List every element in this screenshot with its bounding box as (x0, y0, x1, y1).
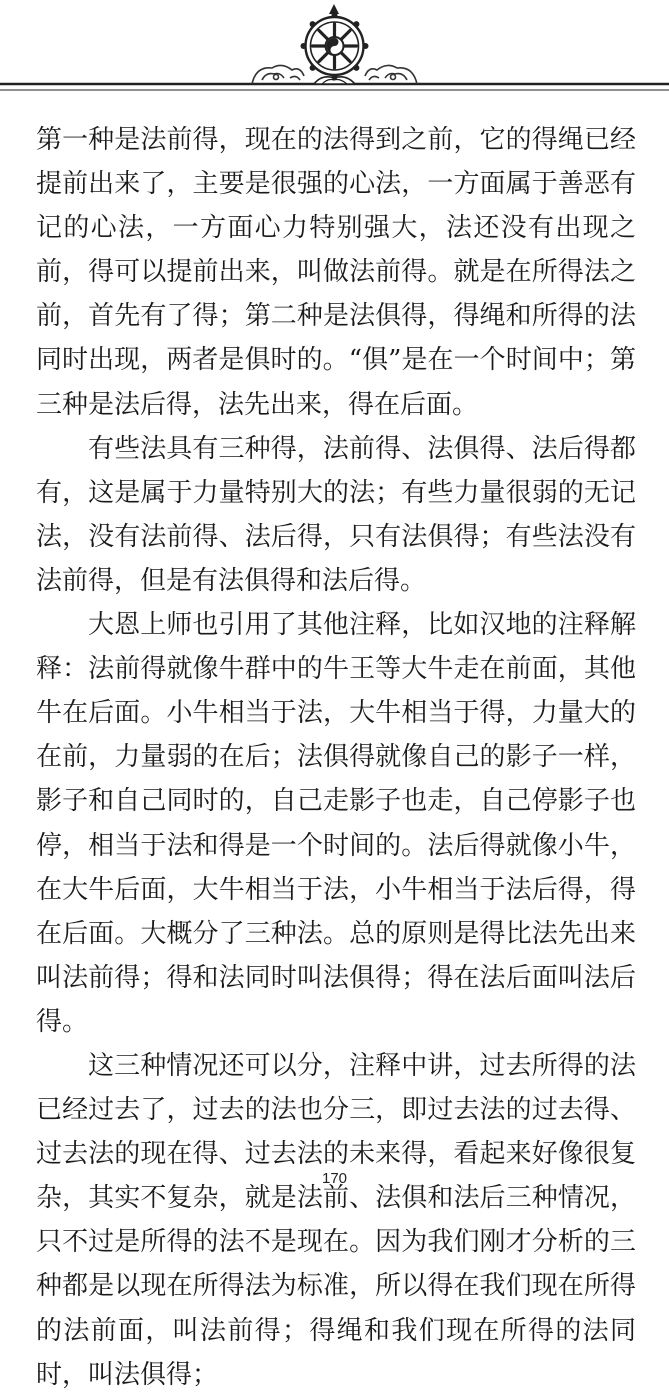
cloud-ornament-left-icon (252, 65, 304, 84)
paragraph-1: 第一种是法前得，现在的法得到之前，它的得绳已经提前出来了，主要是很强的心法，一方面属于善恶有记的心法，一方面心力特别强大，法还没有出现之前，得可以提前出来，叫做法前得。就是在所得法之前，首先有了得；第二种是法俱得，得绳和所得的法同时出现，两者是俱时的。“俱”是在一个时间中；第三种是法后得，法先出来，得在后面。 (36, 125, 636, 420)
page-number: 170 (321, 1170, 348, 1187)
document-body (36, 118, 636, 1397)
dharma-wheel-icon (301, 4, 369, 84)
header-ornament (0, 0, 669, 100)
paragraph-4: 这三种情况还可以分，注释中讲，过去所得的法已经过去了，过去的法也分三，即过去法的过去得、过去法的现在得、过去法的未来得，看起来好像很复杂，其实不复杂，就是法前、法俱和法后三种情况，只不过是所得的法不是现在。因为我们刚才分析的三种都是以现在所得法为标准，所以得在我们现在所得的法前面，叫法前得；得绳和我们现在所得的法同时，叫法俱得； (36, 1050, 636, 1390)
paragraph-2: 有些法具有三种得，法前得、法俱得、法后得都有，这是属于力量特别大的法；有些力量很弱的无记法，没有法前得、法后得，只有法俱得；有些法没有法前得，但是有法俱得和法后得。 (36, 433, 636, 596)
cloud-ornament-right-icon (365, 65, 417, 84)
page-header (0, 0, 669, 100)
paragraph-3: 大恩上师也引用了其他注释，比如汉地的注释解释：法前得就像牛群中的牛王等大牛走在前面，其他牛在后面。小牛相当于法，大牛相当于得，力量大的在前，力量弱的在后；法俱得就像自己的影子一样，影子和自己同时的，自己走影子也走，自己停影子也停，相当于法和得是一个时间的。法后得就像小牛，在大牛后面，大牛相当于法，小牛相当于法后得，得在后面。大概分了三种法。总的原则是得比法先出来叫法前得；得和法同时叫法俱得；得在法后面叫法后得。 (36, 610, 636, 1037)
